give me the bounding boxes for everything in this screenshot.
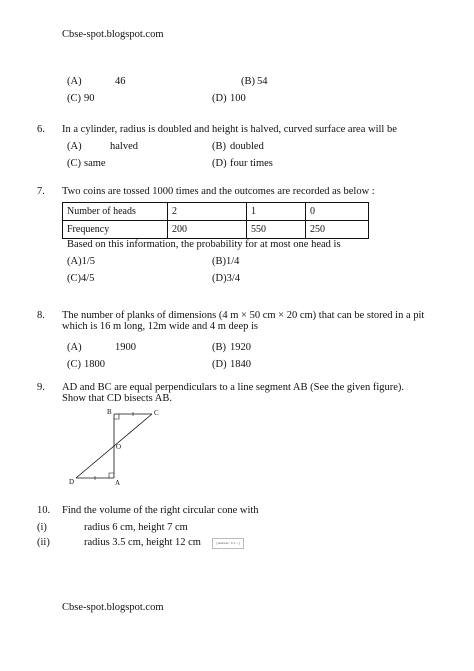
q10-part-ii-label: (ii) xyxy=(37,537,50,548)
prev-option-b-label: (B) xyxy=(241,76,255,87)
q6-option-b-value: doubled xyxy=(230,141,264,152)
q6-option-a-label: (A) xyxy=(67,141,82,152)
table-cell: 200 xyxy=(168,221,247,239)
q9-line-1: AD and BC are equal perpendiculars to a line segment AB (See the given figure). xyxy=(62,382,405,393)
right-angle-b-mark xyxy=(114,414,119,419)
q6-option-d-value: four times xyxy=(230,158,273,169)
prev-option-d-label: (D) xyxy=(212,93,227,104)
q7-option-b-label: (B) xyxy=(212,256,226,267)
label-a: A xyxy=(115,479,121,487)
table-cell: Frequency xyxy=(63,221,168,239)
q6-option-c-value: same xyxy=(84,158,106,169)
q6-option-b-label: (B) xyxy=(212,141,226,152)
prev-option-b-value: 54 xyxy=(257,76,268,87)
q8-option-d-label: (D) xyxy=(212,359,227,370)
q10-answer-note: [Answer: 1/3 ...] xyxy=(212,538,244,549)
table-cell: 0 xyxy=(306,203,369,221)
q10-part-ii-value: radius 3.5 cm, height 12 cm xyxy=(84,537,201,548)
table-row xyxy=(63,203,369,221)
q9-line-2: Show that CD bisects AB. xyxy=(62,393,172,404)
q7-option-d-value: 3/4 xyxy=(226,273,240,284)
label-c: C xyxy=(154,409,159,417)
q9-geometry-figure xyxy=(62,408,172,488)
q7-option-c-value: 4/5 xyxy=(81,273,95,284)
q7-option-b xyxy=(212,257,239,268)
table-cell: 550 xyxy=(247,221,306,239)
q10-text: Find the volume of the right circular cone with xyxy=(62,505,259,516)
q8-line-1: The number of planks of dimensions (4 m × 50 cm × 20 cm) that can be stored in a pit xyxy=(62,310,425,321)
q7-option-a-value: 1/5 xyxy=(81,256,95,267)
q8-option-c-label: (C) xyxy=(67,359,81,370)
prev-option-c-label: (C) xyxy=(67,93,81,104)
q6-option-d-label: (D) xyxy=(212,158,227,169)
q10-part-i-value: radius 6 cm, height 7 cm xyxy=(84,522,188,533)
q7-number: 7. xyxy=(37,186,45,197)
q8-line-2: which is 16 m long, 12m wide and 4 m deep is xyxy=(62,321,258,332)
label-o: O xyxy=(116,443,122,451)
table-cell: Number of heads xyxy=(63,203,168,221)
q8-option-a-label: (A) xyxy=(67,342,82,353)
q7-option-d xyxy=(212,274,240,285)
header-site-url: Cbse-spot.blogspot.com xyxy=(62,29,164,40)
q7-option-c xyxy=(67,274,94,285)
table-cell: 1 xyxy=(247,203,306,221)
prev-option-c-value: 90 xyxy=(84,93,95,104)
q7-option-a-label: (A) xyxy=(67,256,82,267)
label-b: B xyxy=(107,408,112,416)
right-angle-a-mark xyxy=(109,473,114,478)
table-cell: 2 xyxy=(168,203,247,221)
q7-text: Two coins are tossed 1000 times and the outcomes are recorded as below : xyxy=(62,186,375,197)
q7-option-c-label: (C) xyxy=(67,273,81,284)
q8-option-c-value: 1800 xyxy=(84,359,105,370)
q6-number: 6. xyxy=(37,124,45,135)
q6-option-a-value: halved xyxy=(110,141,138,152)
table-cell: 250 xyxy=(306,221,369,239)
q8-number: 8. xyxy=(37,310,45,321)
q6-option-c-label: (C) xyxy=(67,158,81,169)
q10-part-i-label: (i) xyxy=(37,522,47,533)
q8-option-a-value: 1900 xyxy=(115,342,136,353)
footer-site-url: Cbse-spot.blogspot.com xyxy=(62,602,164,613)
q7-option-a xyxy=(67,257,95,268)
q7-frequency-table xyxy=(62,202,369,239)
q7-option-b-value: 1/4 xyxy=(226,256,240,267)
table-row xyxy=(63,221,369,239)
prev-option-a-label: (A) xyxy=(67,76,82,87)
q7-option-d-label: (D) xyxy=(212,273,227,284)
prev-option-d-value: 100 xyxy=(230,93,246,104)
prev-option-a-value: 46 xyxy=(115,76,126,87)
q6-text: In a cylinder, radius is doubled and height is halved, curved surface area will be xyxy=(62,124,397,135)
label-d: D xyxy=(69,478,75,486)
q7-text-2: Based on this information, the probability for at most one head is xyxy=(67,239,341,250)
q10-number: 10. xyxy=(37,505,51,516)
q8-option-b-label: (B) xyxy=(212,342,226,353)
q9-number: 9. xyxy=(37,382,45,393)
q8-option-b-value: 1920 xyxy=(230,342,251,353)
q8-option-d-value: 1840 xyxy=(230,359,251,370)
